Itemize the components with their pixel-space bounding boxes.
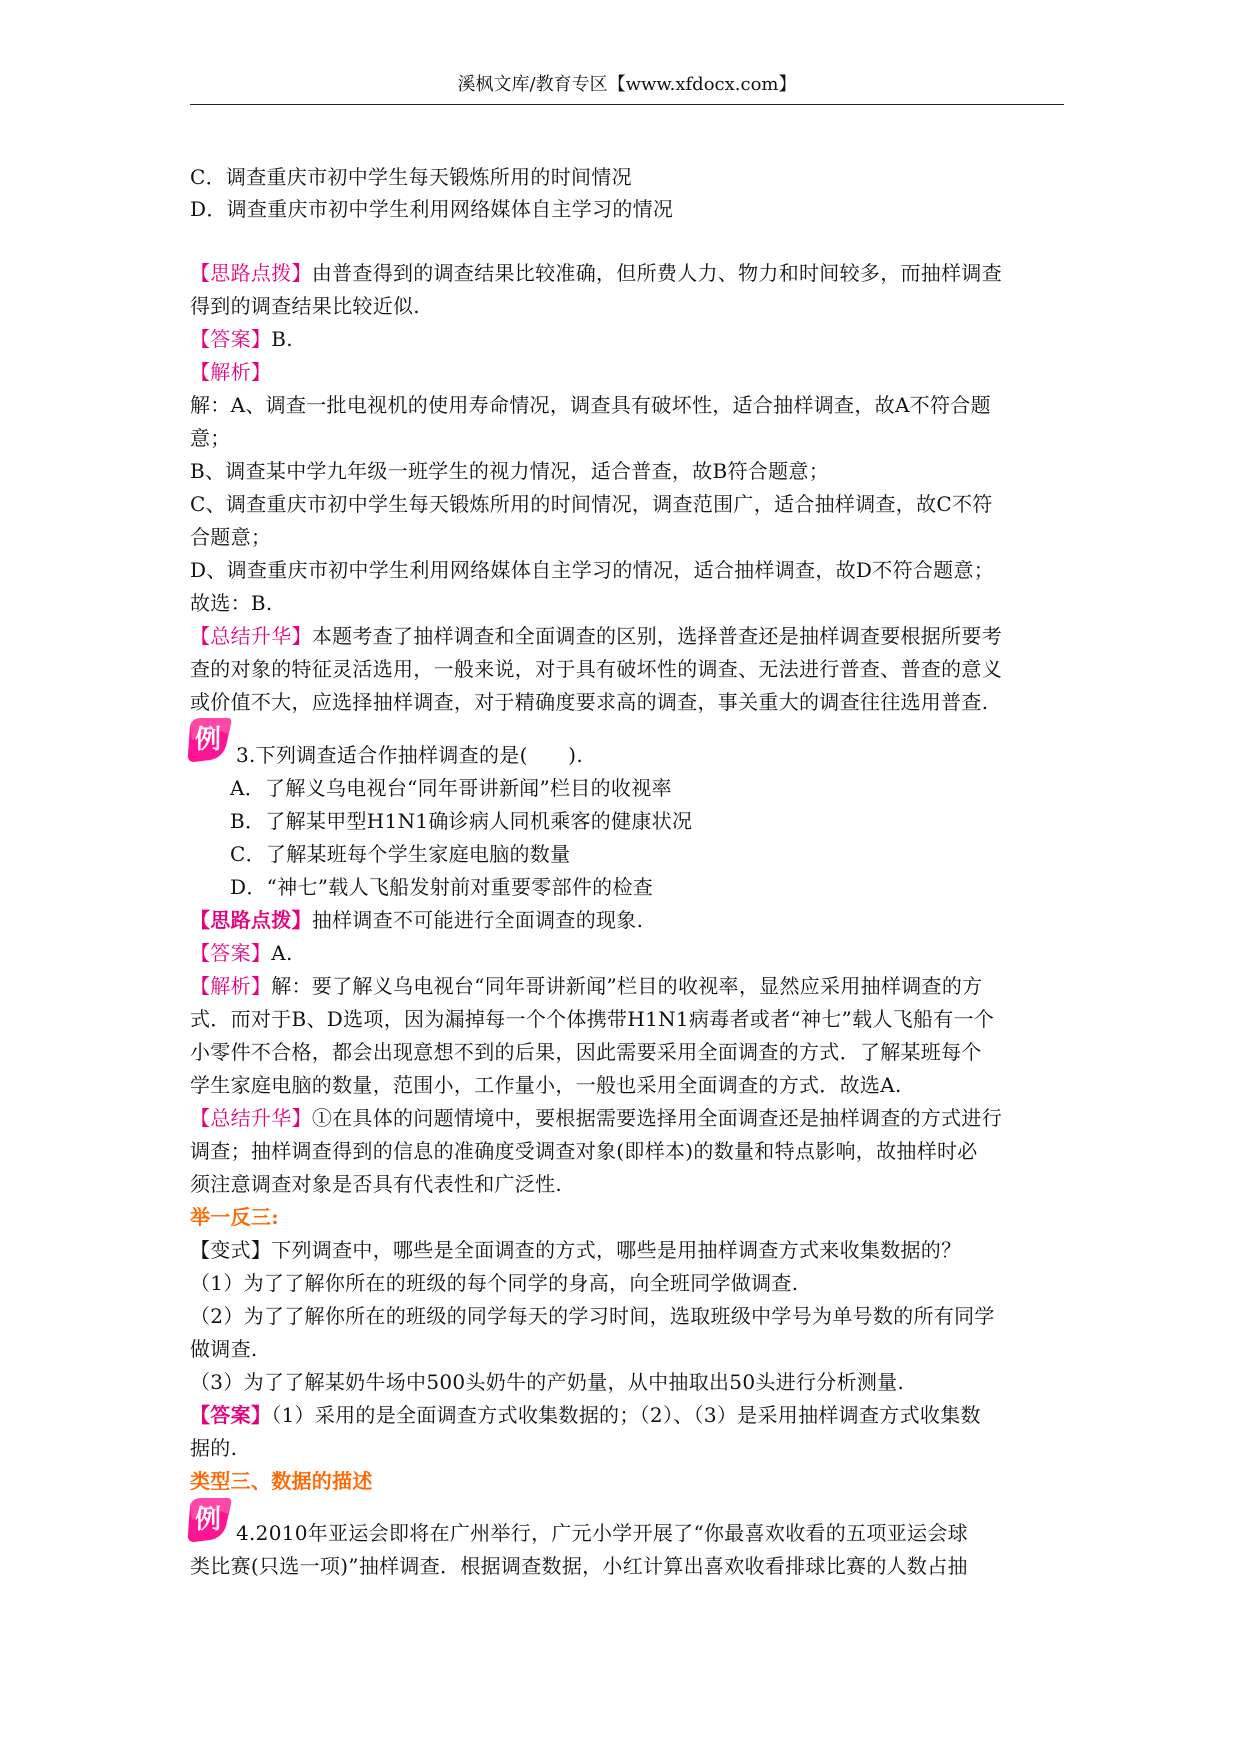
- summary-tag: 【总结升华】: [190, 624, 312, 648]
- variant-answer-line-1: 【答案】（1）采用的是全面调查方式收集数据的；（2）、（3）是采用抽样调查方式收集数: [190, 1403, 981, 1427]
- analysis-line: 意；: [190, 426, 231, 450]
- q3-option-a: A．了解义乌电视台“同年哥讲新闻”栏目的收视率: [230, 776, 672, 800]
- variant-item: （2）为了了解你所在的班级的同学每天的学习时间，选取班级中学号为单号数的所有同学: [190, 1304, 995, 1328]
- analysis-line: C、调查重庆市初中学生每天锻炼所用的时间情况，调查范围广，适合抽样调查，故C不符: [190, 492, 993, 516]
- option-d: D．调查重庆市初中学生利用网络媒体自主学习的情况: [190, 197, 674, 221]
- variant-item: （3）为了了解某奶牛场中500头奶牛的产奶量，从中抽取出50头进行分析测量.: [190, 1370, 905, 1394]
- q3-hint-line: 【思路点拨】抽样调查不可能进行全面调查的现象.: [190, 908, 644, 932]
- q3-summary-line-2: 调查；抽样调查得到的信息的准确度受调查对象(即样本)的数量和特点影响，故抽样时必: [190, 1139, 978, 1163]
- question-3-stem: 3.下列调查适合作抽样调查的是( ).: [236, 743, 584, 767]
- summary-line-3: 或价值不大，应选择抽样调查，对于精确度要求高的调查，事关重大的调查往往选用普查.: [190, 690, 989, 714]
- example-badge-icon: [184, 1496, 234, 1546]
- q3-option-c: C．了解某班每个学生家庭电脑的数量: [230, 842, 571, 866]
- analysis-line: D、调查重庆市初中学生利用网络媒体自主学习的情况，适合抽样调查，故D不符合题意；: [190, 558, 995, 582]
- analysis-tag: 【解析】: [190, 360, 272, 384]
- q3-summary-line-1: 【总结升华】①在具体的问题情境中，要根据需要选择用全面调查还是抽样调查的方式进行: [190, 1106, 1003, 1130]
- hint-line-1: [190, 260, 1002, 286]
- q3-option-d: D．“神七”载人飞船发射前对重要零部件的检查: [230, 875, 654, 899]
- answer-line: [190, 326, 293, 352]
- question-4-line-2: 类比赛(只选一项)”抽样调查．根据调查数据，小红计算出喜欢收看排球比赛的人数占抽: [190, 1554, 968, 1578]
- svg-text:例: 例: [194, 725, 222, 755]
- example-badge-icon: [184, 716, 234, 766]
- summary-line-1: 【总结升华】本题考查了抽样调查和全面调查的区别，选择普查还是抽样调查要根据所要考: [190, 624, 1003, 648]
- page-header: 溪枫文库/教育专区【www.xfdocx.com】: [190, 74, 1064, 105]
- q3-analysis-line-4: 学生家庭电脑的数量，范围小，工作量小，一般也采用全面调查的方式．故选A.: [190, 1073, 902, 1097]
- hint-line-2: 得到的调查结果比较近似.: [190, 294, 420, 318]
- analysis-line: 故选：B.: [190, 591, 273, 615]
- hint-text: 由普查得到的调查结果比较准确，但所费人力、物力和时间较多，而抽样调查: [311, 261, 1003, 285]
- q3-option-b: B．了解某甲型H1N1确诊病人同机乘客的健康状况: [230, 809, 693, 833]
- q3-summary-line-3: 须注意调查对象是否具有代表性和广泛性.: [190, 1172, 563, 1196]
- svg-text:例: 例: [194, 1505, 222, 1535]
- q3-analysis-line-3: 小零件不合格，都会出现意想不到的后果，因此需要采用全面调查的方式．了解某班每个: [190, 1040, 982, 1064]
- q3-answer-line: 【答案】A.: [190, 941, 293, 965]
- analysis-line: B、调查某中学九年级一班学生的视力情况，适合普查，故B符合题意；: [190, 459, 829, 483]
- variant-answer-line-2: 据的.: [190, 1436, 238, 1460]
- q3-analysis-line-2: 式．而对于B、D选项，因为漏掉每一个个体携带H1N1病毒者或者“神七”载人飞船有一个: [190, 1007, 995, 1031]
- answer-text: B.: [271, 327, 293, 351]
- option-c: C．调查重庆市初中学生每天锻炼所用的时间情况: [190, 165, 632, 189]
- hint-tag: 【思路点拨】: [190, 261, 312, 285]
- variant-item: （1）为了了解你所在的班级的每个同学的身高，向全班同学做调查.: [190, 1271, 799, 1295]
- q3-analysis-line-1: 【解析】解：要了解义乌电视台“同年哥讲新闻”栏目的收视率，显然应采用抽样调查的方: [190, 974, 983, 998]
- section-heading: 类型三、数据的描述: [190, 1469, 373, 1493]
- summary-line-2: 查的对象的特征灵活选用，一般来说，对于具有破坏性的调查、无法进行普查、普查的意义: [190, 657, 1002, 681]
- variant-line: 【变式】下列调查中，哪些是全面调查的方式，哪些是用抽样调查方式来收集数据的？: [190, 1238, 962, 1262]
- analysis-line: 合题意；: [190, 525, 272, 549]
- question-4-line-1: 4.2010年亚运会即将在广州举行，广元小学开展了“你最喜欢收看的五项亚运会球: [236, 1521, 968, 1545]
- practice-heading: 举一反三:: [190, 1205, 279, 1229]
- variant-item: 做调查.: [190, 1337, 258, 1361]
- answer-tag: 【答案】: [190, 327, 272, 351]
- analysis-line: 解：A、调查一批电视机的使用寿命情况，调查具有破坏性，适合抽样调查，故A不符合题: [190, 393, 991, 417]
